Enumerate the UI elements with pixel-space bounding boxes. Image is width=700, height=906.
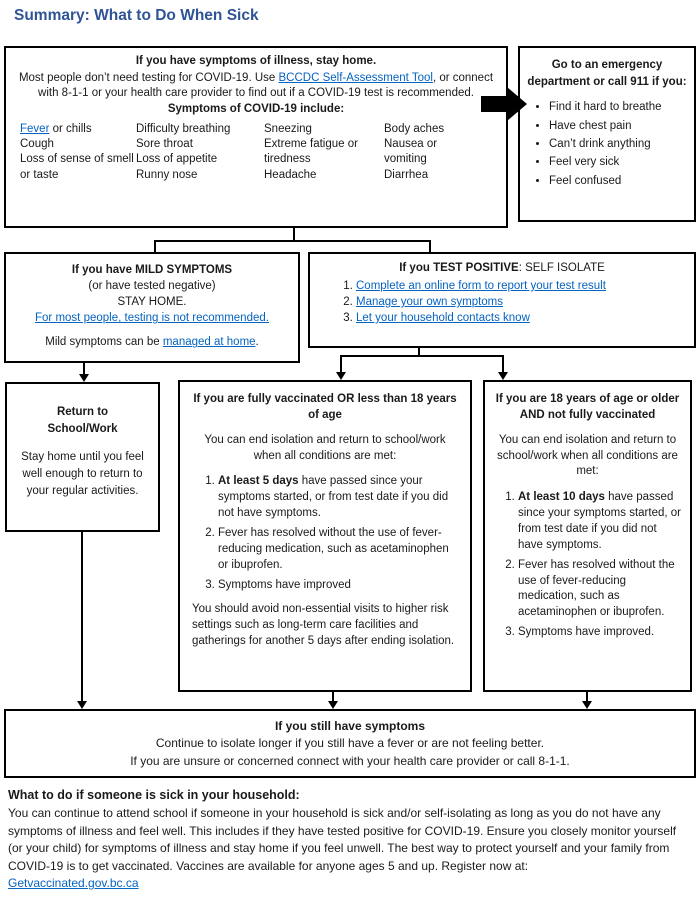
symptom-item: Headache [264, 168, 317, 181]
return-body: Stay home until you feel well enough to return to your regular activities. [21, 451, 144, 497]
connector-line [154, 240, 431, 242]
symptoms-column-2 [136, 122, 264, 183]
connector-line [502, 355, 504, 373]
fully-vaccinated-conditions [192, 474, 458, 593]
test-positive-box [308, 252, 696, 348]
condition-item: 1. At least 10 days have passed since your symptoms started, or from test date if you did not have symptoms. [518, 490, 681, 553]
not-fully-vaccinated-heading: If you are 18 years of age or older AND not fully vaccinated [495, 393, 680, 421]
not-fully-vaccinated-box [483, 380, 692, 692]
symptom-item: Loss of appetite [136, 153, 218, 166]
symptoms-stay-home-box [4, 46, 508, 228]
connector-line [340, 355, 504, 357]
household-contacts-link[interactable]: Let your household contacts know [356, 312, 530, 324]
symptoms-column-4 [384, 122, 464, 183]
emergency-bullet: • Find it hard to breathe [549, 100, 687, 114]
getvaccinated-line [8, 875, 684, 893]
emergency-bullet: • Have chest pain [549, 119, 687, 133]
emergency-bullet: • Can’t drink anything [549, 137, 687, 151]
fever-link[interactable]: Fever [20, 123, 50, 136]
connector-line [340, 355, 342, 373]
getvaccinated-link[interactable]: Getvaccinated.gov.bc.ca [8, 876, 139, 891]
arrow-down-icon [498, 372, 508, 380]
testing-not-recommended-link[interactable]: For most people, testing is not recommended. [35, 312, 269, 325]
household-body: You can continue to attend school if someone in your household is sick and/or self-isolating as long as you do not have any symptoms of illness and feel well. This includes if they have tested positive for COVID-19. Ensure you closely monitor yourself (or your child) for symptoms of illness and stay home if you feel unwell. The best way to protect yourself and your family from COVID-19 is to get vaccinated. Vaccines are available for anyone ages 5 and up. Register now at: [8, 806, 677, 873]
return-heading: Return to School/Work [47, 406, 118, 435]
still-symptoms-heading: If you still have symptoms [274, 719, 426, 733]
condition-item: 3. Symptoms have improved. [518, 625, 681, 641]
managed-at-home-link[interactable]: managed at home [162, 336, 256, 349]
emergency-bullet: • Feel very sick [549, 155, 687, 169]
symptom-item: Runny nose [136, 168, 198, 181]
arrow-down-icon [328, 701, 338, 709]
emergency-heading: Go to an emergency department or call 911 if you: [527, 59, 687, 88]
step-item [356, 296, 684, 308]
still-symptoms-line1: Continue to isolate longer if you still have a fever or are not feeling better. [155, 736, 545, 751]
intro-text-post: , or connect with 8-1-1 or your health care provider to find out if a COVID-19 test is recommended. [38, 71, 494, 100]
fully-vaccinated-intro: You can end isolation and return to school/work when all conditions are met: [204, 433, 446, 462]
connector-line [81, 532, 83, 702]
testing-not-recommended-line [12, 310, 292, 326]
mild-symptoms-box [4, 252, 300, 363]
arrow-down-icon [77, 701, 87, 709]
symptom-item: Sneezing [264, 123, 312, 136]
emergency-bullet-list [527, 100, 687, 188]
symptom-item: Cough [20, 138, 54, 151]
emergency-bullet: • Feel confused [549, 174, 687, 188]
emergency-box [518, 46, 696, 222]
symptom-item: Loss of sense of smell or taste [20, 153, 134, 181]
condition-item: 1. At least 5 days have passed since your symptoms started, or from test date if you did not have symptoms. [218, 474, 458, 522]
symptoms-column-1 [20, 122, 136, 183]
symptom-item: Diarrhea [384, 168, 429, 181]
condition-item: 3. Symptoms have improved [218, 578, 458, 594]
test-positive-heading: If you TEST POSITIVE: SELF ISOLATE [399, 262, 605, 274]
arrow-down-icon [79, 374, 89, 382]
still-have-symptoms-box [4, 709, 696, 778]
fully-vaccinated-heading: If you are fully vaccinated OR less than 18 years of age [193, 393, 457, 421]
page-title: Summary: What to Do When Sick [14, 7, 259, 24]
condition-item: 2. Fever has resolved without the use of fever-reducing medication, such as acetaminophen or ibuprofen. [518, 558, 681, 621]
household-section [8, 786, 684, 893]
condition-item: 2. Fever has resolved without the use of fever-reducing medication, such as acetaminophen or ibuprofen. [218, 526, 458, 574]
not-fully-vaccinated-intro: You can end isolation and return to school/work when all conditions are met: [497, 433, 678, 478]
connector-line [154, 240, 156, 252]
symptom-item: Body aches [384, 123, 445, 136]
step-item [356, 312, 684, 324]
still-symptoms-line2: If you are unsure or concerned connect with your health care provider or call 8-1-1. [130, 753, 570, 768]
tested-negative-line: (or have tested negative) [88, 280, 216, 293]
bccdc-self-assessment-link[interactable]: BCCDC Self-Assessment Tool [278, 71, 433, 84]
arrow-right-icon [481, 87, 527, 121]
symptoms-list [16, 122, 496, 183]
fully-vaccinated-outro: You should avoid non-essential visits to higher risk settings such as long-term care facilities and gatherings for another 5 days after ending isolation. [192, 603, 455, 648]
connector-line [429, 240, 431, 252]
arrow-down-icon [582, 701, 592, 709]
symptom-item: Nausea or vomiting [384, 138, 438, 166]
symptoms-include-heading: Symptoms of COVID-19 include: [167, 102, 345, 115]
fully-vaccinated-box [178, 380, 472, 692]
return-to-school-work-box [5, 382, 160, 532]
stay-home-heading: If you have symptoms of illness, stay home. [135, 55, 377, 67]
testing-intro [16, 71, 496, 102]
symptom-item: Sore throat [136, 138, 193, 151]
report-test-result-link[interactable]: Complete an online form to report your test result [356, 280, 606, 292]
intro-text-pre: Most people don’t need testing for COVID-19. Use [18, 71, 279, 84]
managed-at-home-line: Mild symptoms can be managed at home. [45, 336, 259, 349]
symptom-item: Fever or chills [20, 123, 92, 136]
symptoms-column-3 [264, 122, 384, 183]
symptom-item: Difficulty breathing [136, 123, 231, 136]
step-item [356, 280, 684, 292]
not-fully-vaccinated-conditions [494, 490, 681, 641]
symptom-item: Extreme fatigue or tiredness [264, 138, 358, 166]
test-positive-steps [320, 280, 684, 324]
stay-home-line: STAY HOME. [117, 296, 187, 309]
manage-symptoms-link[interactable]: Manage your own symptoms [356, 296, 504, 308]
mild-symptoms-heading: If you have MILD SYMPTOMS [71, 264, 233, 276]
household-heading: What to do if someone is sick in your household: [8, 788, 300, 802]
arrow-down-icon [336, 372, 346, 380]
